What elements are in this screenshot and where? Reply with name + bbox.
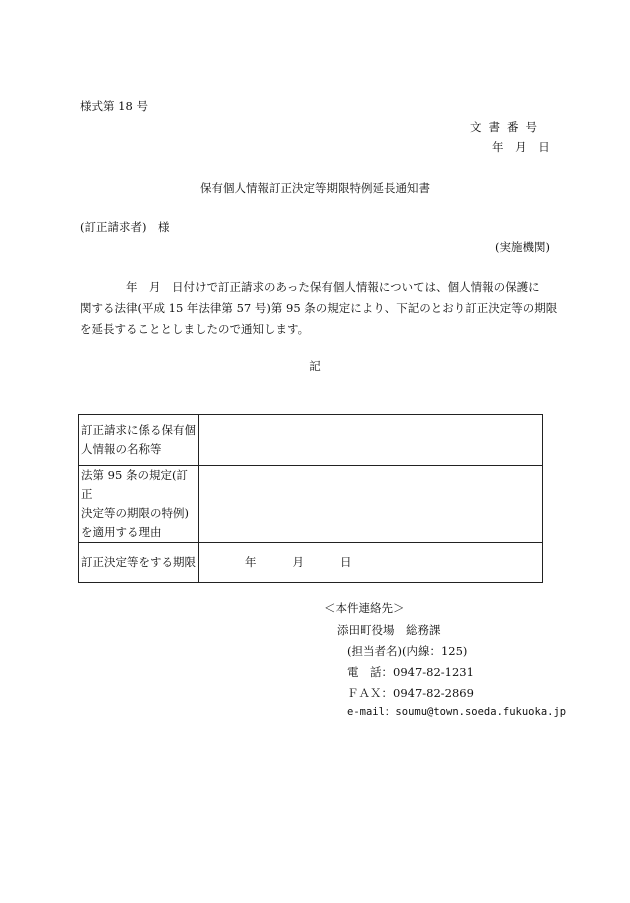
info-name-label: 訂正請求に係る保有個 人情報の名称等 [79,415,199,466]
body-line-3: を延長することとしましたので通知します。 [80,322,310,336]
table-row [79,415,543,466]
contact-fax: ＦＡＸ：0947-82-2869 [347,686,474,700]
deadline-value [199,543,543,583]
deadline-month: 月 [292,555,304,569]
contact-office: 添田町役場 総務課 [337,623,441,637]
agency: (実施機関) [495,240,550,254]
table-row [79,543,543,583]
addressee: (訂正請求者) 様 [80,220,170,234]
document-title: 保有個人情報訂正決定等期限特例延長通知書 [200,181,430,195]
deadline-day: 日 [340,555,352,569]
contact-heading: ＜本件連絡先＞ [324,601,405,615]
contact-email: e-mail：soumu@town.soeda.fukuoka.jp [347,706,567,718]
reason-label: 法第 95 条の規定(訂正 決定等の期限の特例) を適用する理由 [79,466,199,543]
contact-phone: 電 話：0947-82-1231 [347,665,474,679]
reason-value [199,466,543,543]
notice-body [80,277,558,340]
body-line-2: 関する法律(平成 15 年法律第 57 号)第 95 条の規定により、下記のとおり訂正決定等の期限 [80,301,558,315]
body-line-1: 年 月 日付けで訂正請求のあった保有個人情報については、個人情報の保護に [126,280,540,294]
form-number: 様式第 18 号 [80,99,148,113]
ki-heading: 記 [309,359,321,373]
deadline-label: 訂正決定等をする期限 [79,543,199,583]
notice-table [78,414,543,583]
info-name-value [199,415,543,466]
contact-person: (担当者名)(内線：125) [347,644,468,658]
deadline-year: 年 [245,555,257,569]
table-row [79,466,543,543]
document-number-label: 文書番号 [470,120,544,134]
date-label: 年 月 日 [492,140,550,154]
